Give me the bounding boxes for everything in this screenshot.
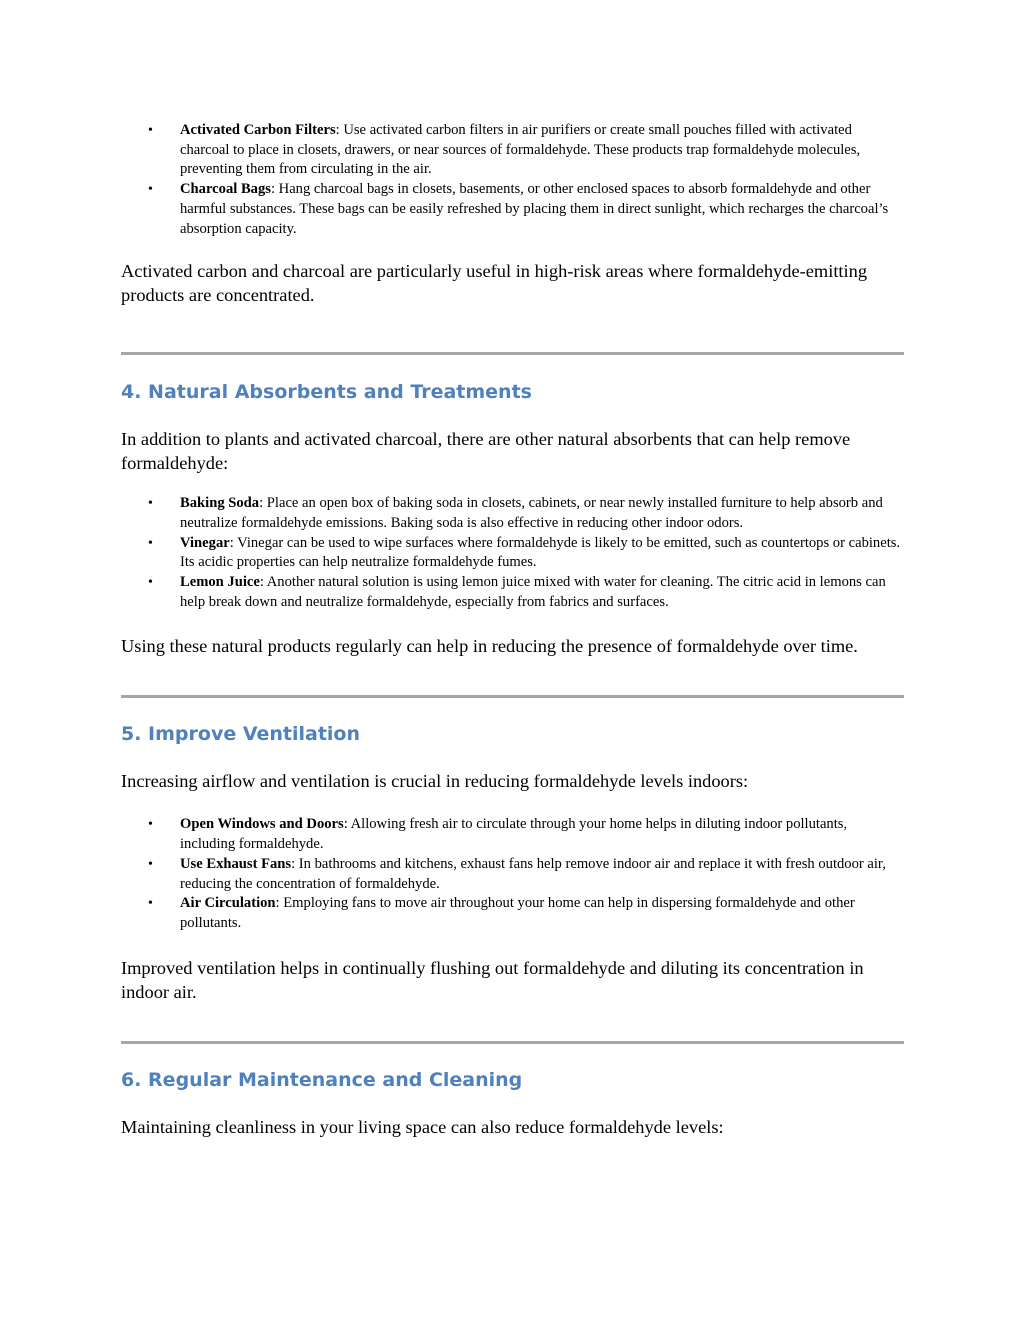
list-item-term: Use Exhaust Fans <box>180 855 292 872</box>
list-item-text: : Place an open box of baking soda in closets, cabinets, or near newly installed furniture to help absorb and neutralize formaldehyde emissions. Baking soda is also effective in reducing other indoor odors. <box>180 495 883 531</box>
list-item-term: Activated Carbon Filters <box>180 122 336 138</box>
section-divider <box>121 1041 904 1044</box>
intro-summary: Activated carbon and charcoal are particularly useful in high-risk areas where formaldehyde-emitting products are concentrated. <box>121 261 868 306</box>
list-item <box>121 855 904 894</box>
section-divider <box>121 695 904 698</box>
intro-bullet-list <box>121 121 904 239</box>
list-item-text: : Employing fans to move air throughout your home can help in dispersing formaldehyde and other pollutants. <box>180 895 855 931</box>
list-item-term: Open Windows and Doors <box>180 816 344 833</box>
list-item-text: : Vinegar can be used to wipe surfaces where formaldehyde is likely to be emitted, such as countertops or cabinets. Its acidic properties can help neutralize formaldehyde fumes. <box>180 534 901 571</box>
list-item-term: Lemon Juice <box>180 574 260 591</box>
document-page <box>121 121 904 1139</box>
list-item-term: Baking Soda <box>180 495 260 512</box>
section6-lead: Maintaining cleanliness in your living space can also reduce formaldehyde levels: <box>121 1116 724 1137</box>
list-item <box>121 573 904 612</box>
list-item-text: : In bathrooms and kitchens, exhaust fans help remove indoor air and replace it with fresh outdoor air, reducing the concentration of formaldehyde. <box>180 855 886 892</box>
section4-summary: Using these natural products regularly can help in reducing the presence of formaldehyde over time. <box>121 636 858 657</box>
list-item-text: : Another natural solution is using lemon juice mixed with water for cleaning. The citric acid in lemons can help break down and neutralize formaldehyde, especially from fabrics and surfaces. <box>180 574 886 610</box>
section-heading-5: 5. Improve Ventilation <box>121 723 361 746</box>
section4-bullet-list <box>121 494 904 612</box>
section-heading-4: 4. Natural Absorbents and Treatments <box>121 381 532 404</box>
section5-bullet-list <box>121 815 904 933</box>
section-divider <box>121 352 904 355</box>
list-item-text: : Allowing fresh air to circulate through your home helps in diluting indoor pollutants, including formaldehyde. <box>180 816 848 853</box>
list-item-term: Air Circulation <box>180 895 276 912</box>
section-heading-6: 6. Regular Maintenance and Cleaning <box>121 1068 523 1091</box>
section5-lead: Increasing airflow and ventilation is crucial in reducing formaldehyde levels indoors: <box>121 771 749 792</box>
section5-summary: Improved ventilation helps in continually flushing out formaldehyde and diluting its concentration in indoor air. <box>121 957 864 1002</box>
list-item <box>121 534 904 573</box>
list-item <box>121 180 904 239</box>
list-item <box>121 494 904 533</box>
list-item-text: : Hang charcoal bags in closets, basements, or other enclosed spaces to absorb formaldehyde and other harmful substances. These bags can be easily refreshed by placing them in direct sunlight, which recharges the charcoal’s absorption capacity. <box>180 181 889 237</box>
list-item <box>121 121 904 180</box>
list-item <box>121 894 904 933</box>
list-item-term: Vinegar <box>180 534 230 551</box>
section4-lead: In addition to plants and activated charcoal, there are other natural absorbents that can help remove formaldehyde: <box>121 429 851 474</box>
list-item-text: : Use activated carbon filters in air purifiers or create small pouches filled with activated charcoal to place in closets, drawers, or near sources of formaldehyde. These products trap formaldehyde molecules, preventing them from circulating in the air. <box>180 122 861 178</box>
list-item-term: Charcoal Bags <box>180 181 271 198</box>
list-item <box>121 815 904 854</box>
